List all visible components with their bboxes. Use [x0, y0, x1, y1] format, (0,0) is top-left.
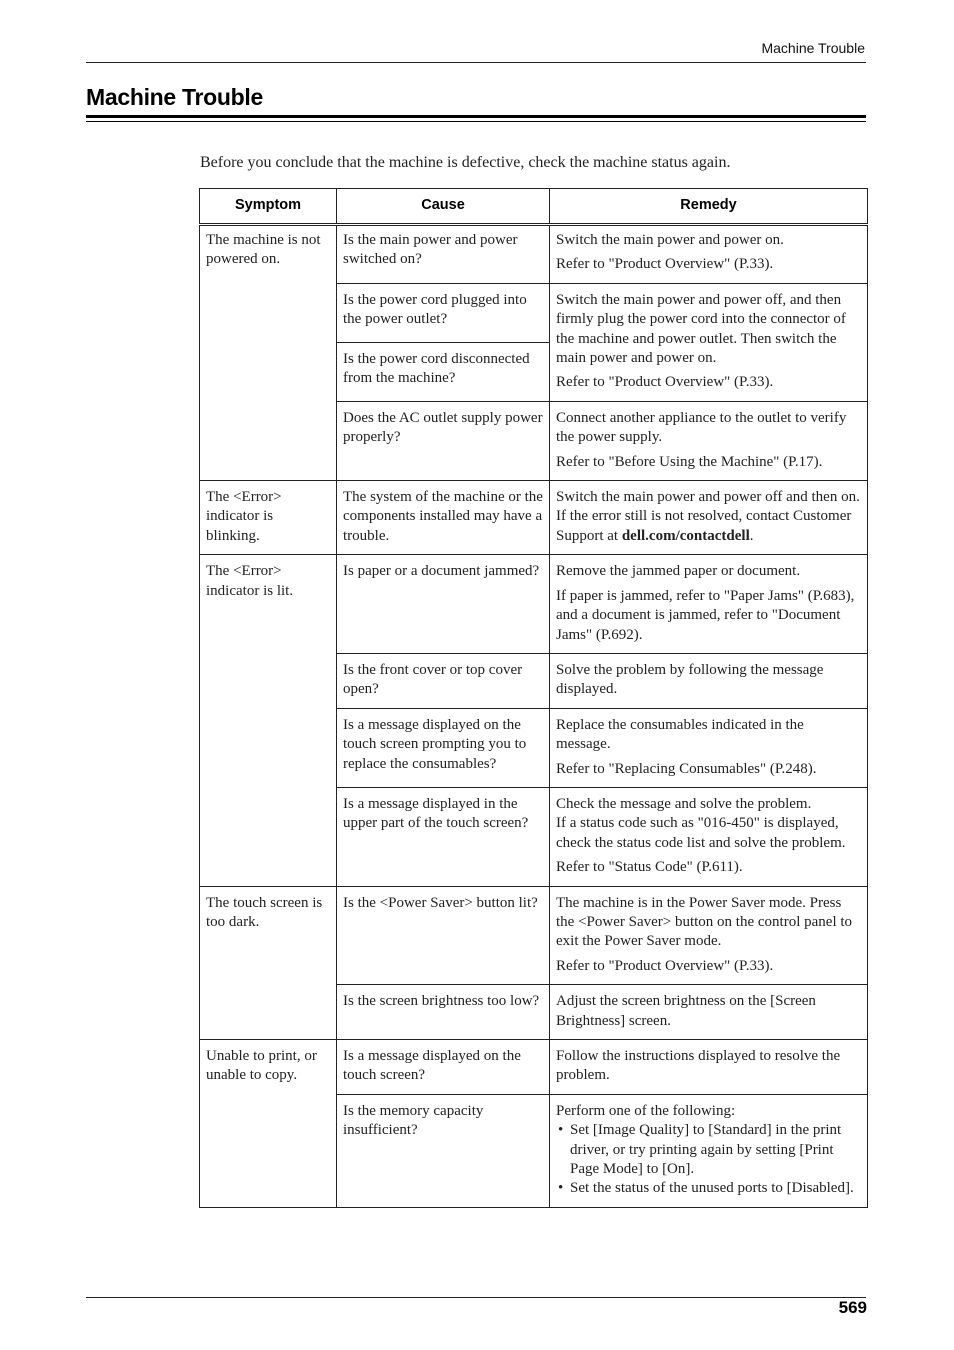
table-row	[200, 886, 868, 985]
remedy-text-end: .	[749, 527, 754, 544]
column-header-symptom: Symptom	[200, 189, 337, 225]
remedy-text: Replace the consumables indicated in the message.	[556, 716, 804, 753]
bullet-icon: •	[558, 1122, 564, 1139]
list-item	[556, 1121, 861, 1179]
remedy-list	[556, 1121, 861, 1199]
cause-cell: Is the power cord disconnected from the machine?	[337, 342, 550, 401]
remedy-cell	[550, 555, 868, 654]
cause-cell: Is the screen brightness too low?	[337, 985, 550, 1040]
remedy-text: Switch the main power and power on.	[556, 232, 784, 248]
remedy-text: Perform one of the following:	[556, 1102, 736, 1119]
list-item-text: Set the status of the unused ports to [Disabled].	[570, 1180, 854, 1197]
cause-cell: Is a message displayed on the touch screen prompting you to replace the consumables?	[337, 708, 550, 787]
remedy-text: Solve the problem by following the message displayed.	[556, 661, 824, 698]
remedy-cell	[550, 225, 868, 284]
remedy-text: Follow the instructions displayed to resolve the problem.	[556, 1048, 841, 1084]
remedy-reference: Refer to "Product Overview" (P.33).	[556, 374, 774, 391]
remedy-cell	[550, 886, 868, 985]
list-item	[556, 1179, 861, 1198]
page-title: Machine Trouble	[86, 84, 263, 110]
remedy-reference: Refer to "Replacing Consumables" (P.248).	[556, 760, 817, 777]
symptom-cell: The <Error> indicator is blinking.	[200, 481, 337, 555]
remedy-reference: Refer to "Product Overview" (P.33).	[556, 256, 774, 273]
remedy-cell	[550, 481, 868, 555]
remedy-text: Remove the jammed paper or document.	[556, 563, 801, 580]
header-rule	[86, 62, 866, 63]
footer-rule	[86, 1297, 866, 1298]
cause-cell: Is paper or a document jammed?	[337, 555, 550, 654]
cause-cell: Is a message displayed on the touch screen?	[337, 1040, 550, 1095]
list-item-text: Set [Image Quality] to [Standard] in the print driver, or try printing again by setting [Print Page Mode] to [On].	[570, 1122, 842, 1178]
page-number: 569	[838, 1298, 867, 1317]
remedy-cell	[550, 653, 868, 708]
remedy-text-main: Switch the main power and power off and then on. If the error still is not resolved, contact Customer Support at	[556, 489, 860, 544]
symptom-cell: The touch screen is too dark.	[200, 886, 337, 1039]
remedy-cell	[550, 1094, 868, 1207]
remedy-text	[556, 488, 861, 546]
cause-cell: Is the <Power Saver> button lit?	[337, 886, 550, 985]
cause-cell: The system of the machine or the components installed may have a trouble.	[337, 481, 550, 555]
remedy-cell	[550, 401, 868, 480]
remedy-cell	[550, 985, 868, 1040]
remedy-reference: If paper is jammed, refer to "Paper Jams" (P.683), and a document is jammed, refer to "Document Jams" (P.692).	[556, 587, 855, 643]
troubleshooting-table	[199, 188, 868, 1208]
remedy-text: The machine is in the Power Saver mode. Press the <Power Saver> button on the control panel to exit the Power Saver mode.	[556, 894, 853, 950]
support-link[interactable]: dell.com/contactdell	[621, 527, 750, 544]
title-rule-thin	[86, 121, 866, 122]
table-row	[200, 555, 868, 654]
remedy-cell	[550, 1040, 868, 1095]
symptom-cell: The machine is not powered on.	[200, 225, 337, 481]
cause-cell: Is the front cover or top cover open?	[337, 653, 550, 708]
running-header: Machine Trouble	[761, 40, 865, 56]
symptom-cell: The <Error> indicator is lit.	[200, 555, 337, 886]
remedy-cell	[550, 787, 868, 886]
remedy-text: If a status code such as "016-450" is displayed, check the status code list and solve the problem.	[556, 815, 846, 851]
remedy-text: Switch the main power and power off, and then firmly plug the power cord into the connector of the machine and power outlet. Then switch the main power and power on.	[556, 291, 846, 367]
table-row	[200, 1040, 868, 1095]
table-row	[200, 481, 868, 555]
remedy-text: Check the message and solve the problem.	[556, 795, 812, 812]
cause-cell: Does the AC outlet supply power properly?	[337, 401, 550, 480]
title-rule-thick	[86, 115, 866, 118]
cause-cell: Is the main power and power switched on?	[337, 225, 550, 284]
table-row	[200, 225, 868, 284]
remedy-reference: Refer to "Before Using the Machine" (P.17).	[556, 453, 823, 470]
symptom-cell: Unable to print, or unable to copy.	[200, 1040, 337, 1208]
column-header-cause: Cause	[337, 189, 550, 225]
column-header-remedy: Remedy	[550, 189, 868, 225]
remedy-reference: Refer to "Status Code" (P.611).	[556, 859, 743, 876]
table-header-row	[200, 189, 868, 225]
remedy-text: Adjust the screen brightness on the [Screen Brightness] screen.	[556, 993, 816, 1029]
remedy-reference: Refer to "Product Overview" (P.33).	[556, 957, 774, 974]
bullet-icon: •	[558, 1180, 564, 1197]
remedy-text: Connect another appliance to the outlet to verify the power supply.	[556, 409, 847, 446]
cause-cell: Is the memory capacity insufficient?	[337, 1094, 550, 1207]
cause-cell: Is a message displayed in the upper part of the touch screen?	[337, 787, 550, 886]
remedy-cell	[550, 708, 868, 787]
cause-cell: Is the power cord plugged into the power outlet?	[337, 283, 550, 342]
remedy-cell	[550, 283, 868, 401]
intro-text: Before you conclude that the machine is defective, check the machine status again.	[200, 154, 731, 171]
